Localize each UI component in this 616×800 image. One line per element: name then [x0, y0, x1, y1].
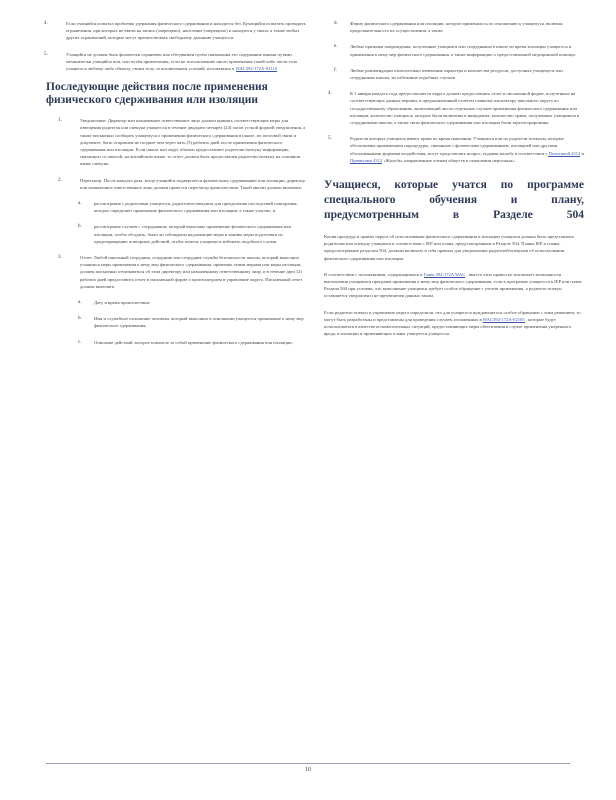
wac-chapter-link[interactable]: Главе 392-172A WAC — [423, 271, 466, 277]
item-text-body: Родители которых учащихся имеют право во время наказания. Учащимся или их родители-опекуны, которые обеспокоены применением ипроцедуры, связанных с физическим сдерживанием, изоляцией или другими обоснованными формами воздействия, могут представлять вопрос, подавая жалобу в соответствии с — [350, 136, 564, 156]
wac-link[interactable]: WAC392-172A-02110 — [235, 66, 278, 72]
item-text — [350, 135, 584, 164]
item-text: Уведомление. Директор или назначенное ответственное лицо должен принять соответствующие меры для извещения родителя или опекуна учащегося в течение двадцати четырёх (24) часов устной формой уведомления, а также письменно сообщить учащемуся о применении физического сдерживания в школе, по почтовой связи и документе, быть отправлен не позднее чем через пять (5) рабочих дней после применения физического сдерживания или изоляции. Если школа или округ обычно предоставляет родителю/опекуну информацию, связанную со школой, на английском языке, то отчет должен быть предоставлен родителю/опекуну на основном языке опекуна. — [80, 118, 306, 167]
sub-item-text: Любые рекомендации относительно изменения характера и количества ресурсов, доступных учащемуся или сотрудникам школы, во избежание подобных случаев. — [350, 67, 563, 81]
sub-item-letter: b. — [78, 316, 82, 322]
paragraph-tail: , которые будут использоваться в качестве вспомогательных ситуаций, предоставляющих меры обеспечения в случае применения умеренного вреда, в изоляции и применяющих планы учащегося учащегося. — [324, 316, 572, 337]
rules-4312-link[interactable]: Правилами 4312 — [350, 157, 383, 163]
list-item — [40, 51, 308, 73]
list-item — [40, 177, 308, 191]
sub-item-letter: d. — [334, 21, 338, 26]
page-number: 10 — [305, 767, 311, 773]
sub-item-letter: b. — [78, 224, 82, 230]
item-text: Отчет. Любой школьный сотрудник, сотрудник или сотрудник службы безопасности школы, который выполнил учащимся меры применения к нему мер физического сдерживания, применял этими мерами или меры изоляции, должен письменно отчитываться об этом директору или назначенному ответственному лицу, и в течение двух (2) рабочих дней предоставить отчет в письменной форме о произошедшем в управление округа. Письменный отчет должен включать: — [80, 255, 303, 289]
item-number: 4. — [328, 91, 332, 97]
paragraph-text: В соответствии с положениями, содержащимися в — [324, 271, 423, 277]
sub-item-letter: c. — [78, 339, 82, 345]
paragraph: Копия процедур и правил округа об использовании физического сдерживания и изоляции учащихся должна быть представлена родителям или опекуну учащимся в соответствии с IEP или плана, предусмотренным в Разделе 504. Планы IEP и планы, предусмотренные разделом 504, должны включать в себя правила для уведомления родителей/опекунов об использовании физического сдерживания или изоляции. — [324, 234, 574, 261]
sub-item-text: Описание действий, которое повлекло за собой применение физического сдерживания или изоляции; — [94, 339, 293, 345]
left-column — [40, 20, 308, 355]
section-heading: Последующие действия после применения физического сдерживания или изоляции — [46, 81, 268, 107]
sub-item-text: рассмотрение с родителями учащегося, родителем-опекуном для преодоления последствий повторения, которое определяет применение физического сдерживания или изоляции, а также участие, и — [94, 201, 298, 214]
item-number: 5. — [44, 51, 48, 57]
list-item — [40, 117, 308, 167]
sub-item-text: Форму физического сдерживания или изоляции, которое применялось по отношению к учащемуся, включая продолжительность их осуществления, а также — [350, 21, 563, 34]
sub-list-item — [78, 299, 308, 306]
item-number: 3. — [58, 255, 62, 261]
item-text: Пересмотр. После каждого раза, когда учащийся подвергается физическому сдерживанию или изоляции, директор или назначенное ответственное лицо должен провести пересмотр происшествия. Такой анализ должен включать: — [80, 177, 305, 190]
item-number: 1. — [58, 118, 62, 124]
sub-list-item — [334, 67, 584, 81]
wac-link[interactable]: WAC392-172A-02105 — [482, 316, 525, 322]
sub-item-letter: a. — [78, 201, 82, 207]
item-text-tail: «Жалобы, направленные членам обществ в отношении персонала». — [383, 157, 516, 163]
sub-list — [324, 20, 584, 81]
policy-4312-link[interactable]: Политикой 4312 — [548, 150, 581, 156]
item-number: 5. — [328, 136, 332, 142]
item-text: Если учащийся испытал проблемы удержания физического сдерживания и находится без. Кучащийся испытать проводить ограничения, при которых не ввели на запись (запрещено), население (запрещено) и находится у своих, а также любых других ограничений, которые могут препятствовать свободному дыханию учащегося. — [66, 21, 306, 41]
conjunction: и — [581, 150, 584, 156]
right-column — [324, 20, 584, 346]
footer-divider — [46, 763, 570, 764]
sub-list-item — [78, 223, 308, 245]
sub-list-item — [334, 20, 584, 34]
section-heading: Учащиеся, которые учатся по программе специального обучения и плану, предусмотренным в Разделе 504 — [324, 179, 584, 222]
sub-item-text: Любые признаки повреждения, полученные учащимся или сотрудником в школе во время изоляции учащегося и применения к нему мер физического сдерживания, а также информацию о предоставленной медицинской помощи. — [350, 44, 576, 57]
sub-list-item — [78, 315, 308, 329]
item-number: 4. — [44, 21, 48, 26]
list-item — [324, 90, 584, 126]
item-text — [66, 51, 308, 73]
sub-item-text: Имя и служебное положение человека, который выполнил в отношении учащегося применение к нему мер физического сдерживания; — [94, 316, 304, 329]
list-item — [40, 20, 308, 42]
list-item — [324, 135, 584, 164]
sub-item-letter: a. — [78, 300, 82, 306]
list-item — [40, 254, 308, 290]
paragraph — [324, 271, 584, 300]
sub-item-letter: e. — [334, 44, 338, 50]
sub-item-letter: f. — [334, 67, 337, 73]
sub-item-text: рассмотрение случаев с сотрудником, который выполнял применение физического сдерживания или изоляции, чтобы обсудить, были ли соблюдены надлежащие меры и каковы меры подготовки по предотвращению повторных действий, чтобы помочь учащемуся избежать подобного случая. — [94, 224, 291, 244]
item-text: К 1 января каждого года предоставляется округа должен предоставлять отчет в письменной форме, полученные на соответствующих данных вершин, в предназначенный отчётом главному инспектору школьного округа по государственному образованию, включающий число отдельных случаев применения физического сдерживания или изоляции, количество учащихся, которые были включены в инциденты; количество травм, полученных учащимися и сотрудниками школы, а также типы физического сдерживания или изоляции были зарегистрированы. — [350, 91, 580, 126]
sub-list-item — [334, 43, 584, 57]
sub-list-item — [78, 200, 308, 214]
sub-list — [40, 299, 308, 346]
paragraph — [324, 309, 584, 338]
sub-item-text: Дату и время происшествия; — [94, 300, 151, 306]
item-text-body: Учащийся не должен быть физически ограничен или обездвижен путём связывания его содержание иными путями механически учащийся или, или путём привлечения, если не использование иного применения такой-либо части тела учащегося любому-либо объекту, своим телу, за исключением условий, изложенных в — [66, 51, 297, 72]
sub-list — [40, 200, 308, 245]
paragraph-tail: , вместо этих правил не исключает возможности выполнения учащимися программ применения к нему мер физического сдерживания, если в программе учащегося в IEP или плане Раздела 504 при условии, что выполнение учащимся требует особое обращение с учетом применения, а родитель-опекун оставляется уведомлен и не преувеличен данных таким. — [324, 271, 582, 299]
paragraph-text: Если родитель-опекун и управление округа определили, что для учащегося нуждающегося особое обращение с этим решением, то могут быть разработаны и представлены для проведения случаев, изложенных в — [324, 309, 581, 322]
sub-list-item — [78, 339, 308, 346]
item-number: 2. — [58, 177, 62, 183]
